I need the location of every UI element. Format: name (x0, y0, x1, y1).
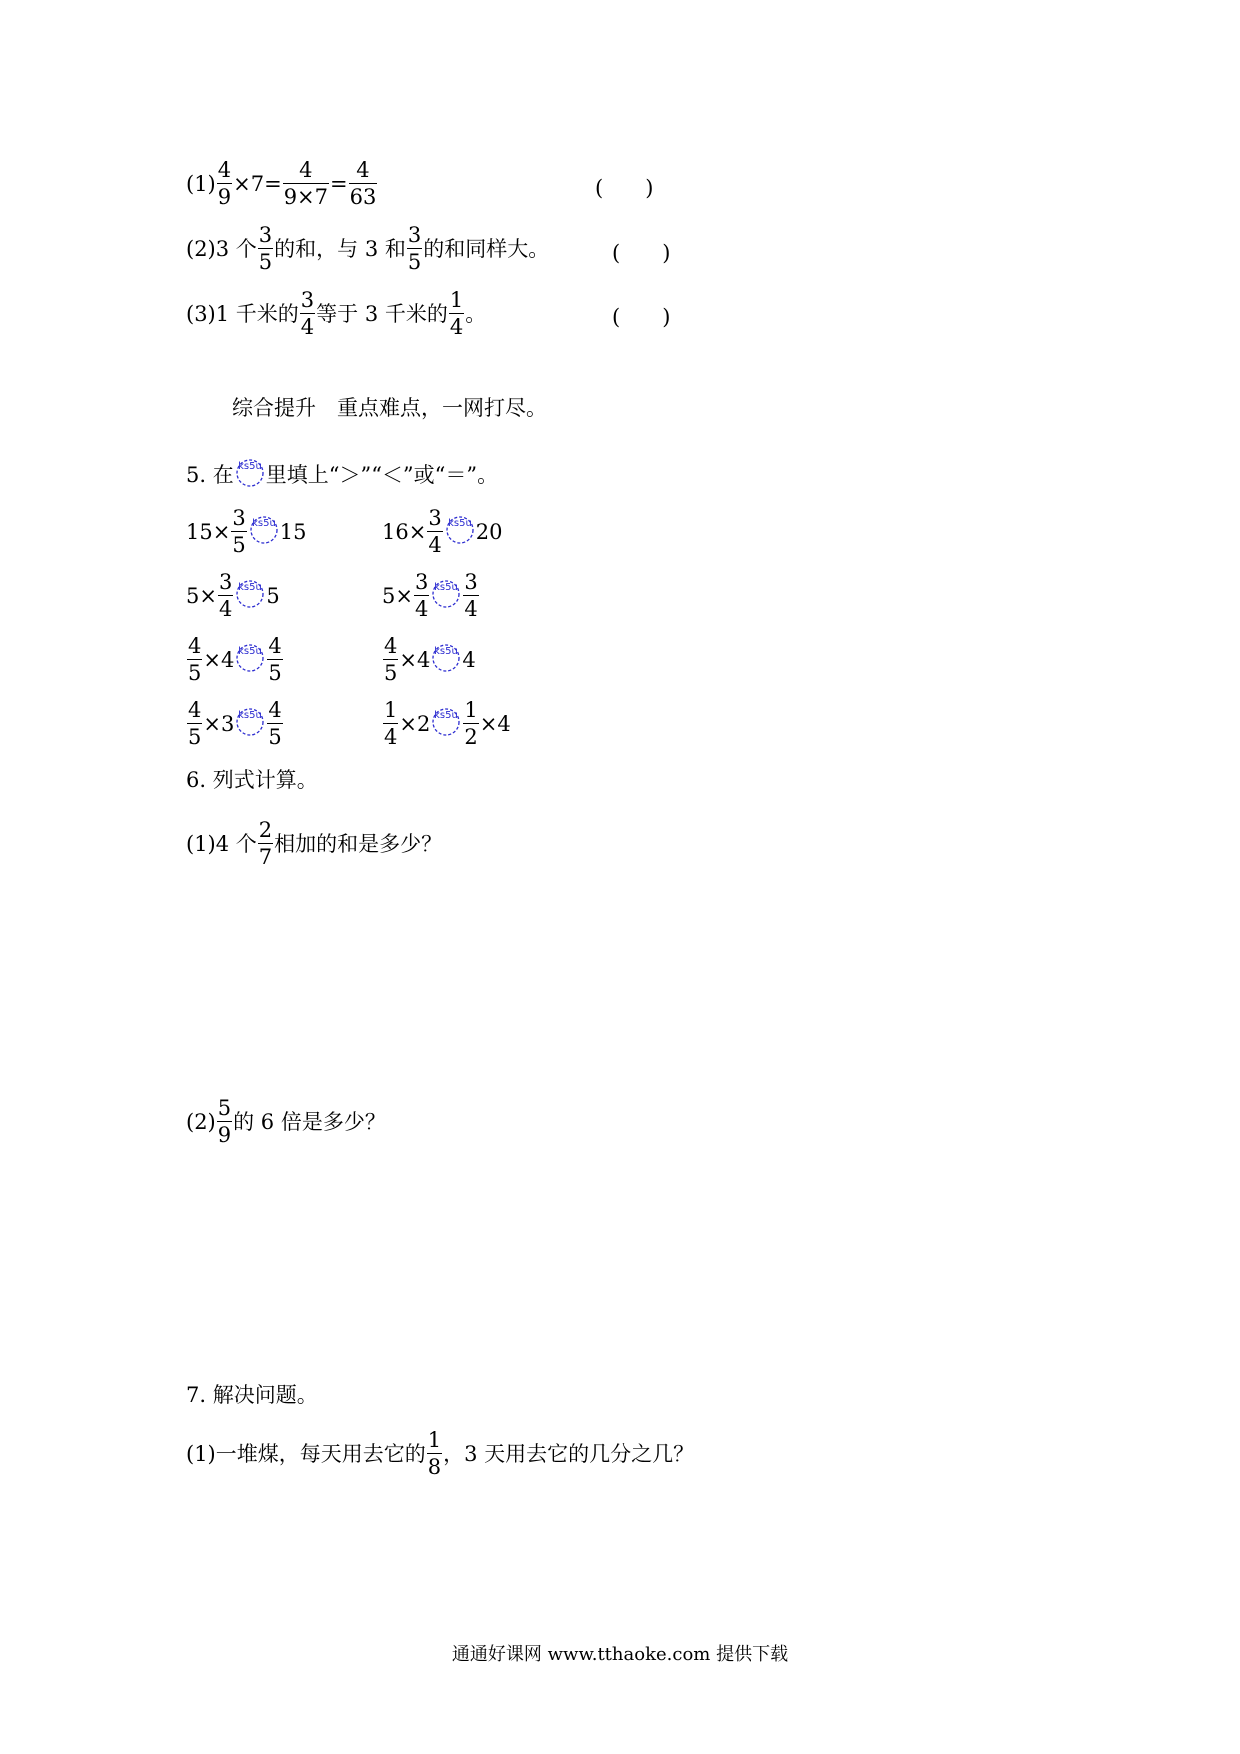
fraction: $\frac{4}{5}$ (268, 698, 282, 749)
fraction: $\frac{5}{9}$ (217, 1096, 232, 1147)
svg-text:ks5u: ks5u (238, 646, 263, 657)
fraction: $\frac{3}{4}$ (218, 570, 233, 621)
fraction: $\frac{3}{5}$ (232, 506, 246, 557)
q5-row4-right: $\frac{1}{4}$ ×2 ks5u $\frac{1}{2}$ ×4 (384, 698, 511, 749)
fraction: $\frac{4}{63}$ (349, 158, 377, 209)
q5-row2-left: 5× $\frac{3}{4}$ ks5u 5 (186, 570, 280, 621)
judge-q2: (2)3 个 $\frac{3}{5}$ 的和，与 3 和 $\frac{3}{5}$ 的和同样大。 (186, 223, 550, 274)
blank-circle-icon[interactable] (431, 645, 461, 675)
svg-text:ks5u: ks5u (434, 646, 459, 657)
fraction: $\frac{3}{4}$ (414, 570, 429, 621)
fraction: $\frac{3}{4}$ (300, 288, 315, 339)
answer-paren[interactable]: ( ) (612, 305, 671, 329)
q7-p1: (1)一堆煤，每天用去它的 $\frac{1}{8}$ ，3 天用去它的几分之几？ (186, 1428, 695, 1479)
q5-row1-right: 16× $\frac{3}{4}$ ks5u 20 (382, 506, 503, 557)
q1-label: (1) (186, 171, 216, 196)
svg-text:ks5u: ks5u (238, 582, 263, 593)
fraction: $\frac{3}{4}$ (464, 570, 478, 621)
blank-circle-icon[interactable] (235, 645, 265, 675)
judge-q3: (3)1 千米的 $\frac{3}{4}$ 等于 3 千米的 $\frac{1}{4}$ 。 (186, 288, 487, 339)
svg-text:ks5u: ks5u (238, 710, 263, 721)
fraction: $\frac{2}{7}$ (258, 818, 273, 869)
svg-text:ks5u: ks5u (447, 518, 472, 529)
svg-text:ks5u: ks5u (251, 518, 276, 529)
q5-row4-left: $\frac{4}{5}$ ×3 ks5u $\frac{4}{5}$ (188, 698, 282, 749)
answer-paren[interactable]: ( ) (612, 241, 671, 265)
fraction: $\frac{4}{5}$ (188, 634, 202, 685)
blank-circle-icon[interactable] (445, 517, 475, 547)
fraction: $\frac{4}{9\times 7}$ (283, 158, 329, 209)
q6-title: 6. 列式计算。 (186, 768, 318, 792)
fraction: $\frac{3}{5}$ (407, 223, 422, 274)
fraction: $\frac{4}{5}$ (268, 634, 282, 685)
q7-title: 7. 解决问题。 (186, 1383, 318, 1407)
blank-circle-icon[interactable] (235, 709, 265, 739)
blank-circle-icon[interactable] (235, 460, 265, 490)
fraction: $\frac{1}{4}$ (449, 288, 464, 339)
q5-row3-left: $\frac{4}{5}$ ×4 ks5u $\frac{4}{5}$ (188, 634, 282, 685)
svg-text:ks5u: ks5u (434, 582, 459, 593)
blank-circle-icon[interactable] (431, 709, 461, 739)
q5-title: 5. 在 ks5u 里填上“＞”“＜”或“＝”。 (186, 460, 498, 490)
fraction: $\frac{1}{2}$ (464, 698, 478, 749)
fraction: $\frac{3}{4}$ (428, 506, 442, 557)
svg-text:ks5u: ks5u (237, 461, 262, 472)
answer-paren[interactable]: ( ) (595, 176, 654, 200)
q6-p1: (1)4 个 $\frac{2}{7}$ 相加的和是多少？ (186, 818, 443, 869)
fraction: $\frac{4}{5}$ (188, 698, 202, 749)
blank-circle-icon[interactable] (235, 581, 265, 611)
fraction: $\frac{1}{8}$ (427, 1428, 442, 1479)
q5-row3-right: $\frac{4}{5}$ ×4 ks5u 4 (384, 634, 476, 685)
judge-q1: (1) $\frac{4}{9}$ ×7= $\frac{4}{9\times 7}$ = $\frac{4}{63}$ (186, 158, 377, 209)
fraction: $\frac{3}{5}$ (258, 223, 273, 274)
svg-text:ks5u: ks5u (434, 710, 459, 721)
fraction: $\frac{4}{5}$ (384, 634, 398, 685)
blank-circle-icon[interactable] (249, 517, 279, 547)
q5-row2-right: 5× $\frac{3}{4}$ ks5u $\frac{3}{4}$ (382, 570, 478, 621)
footer-text: 通通好课网 www.tthaoke.com 提供下载 (451, 1644, 789, 1665)
section-title: 综合提升 重点难点，一网打尽。 (232, 396, 547, 420)
q5-row1-left: 15× $\frac{3}{5}$ ks5u 15 (186, 506, 307, 557)
fraction: $\frac{4}{9}$ (217, 158, 232, 209)
q6-p2: (2) $\frac{5}{9}$ 的 6 倍是多少？ (186, 1096, 386, 1147)
fraction: $\frac{1}{4}$ (384, 698, 398, 749)
blank-circle-icon[interactable] (431, 581, 461, 611)
